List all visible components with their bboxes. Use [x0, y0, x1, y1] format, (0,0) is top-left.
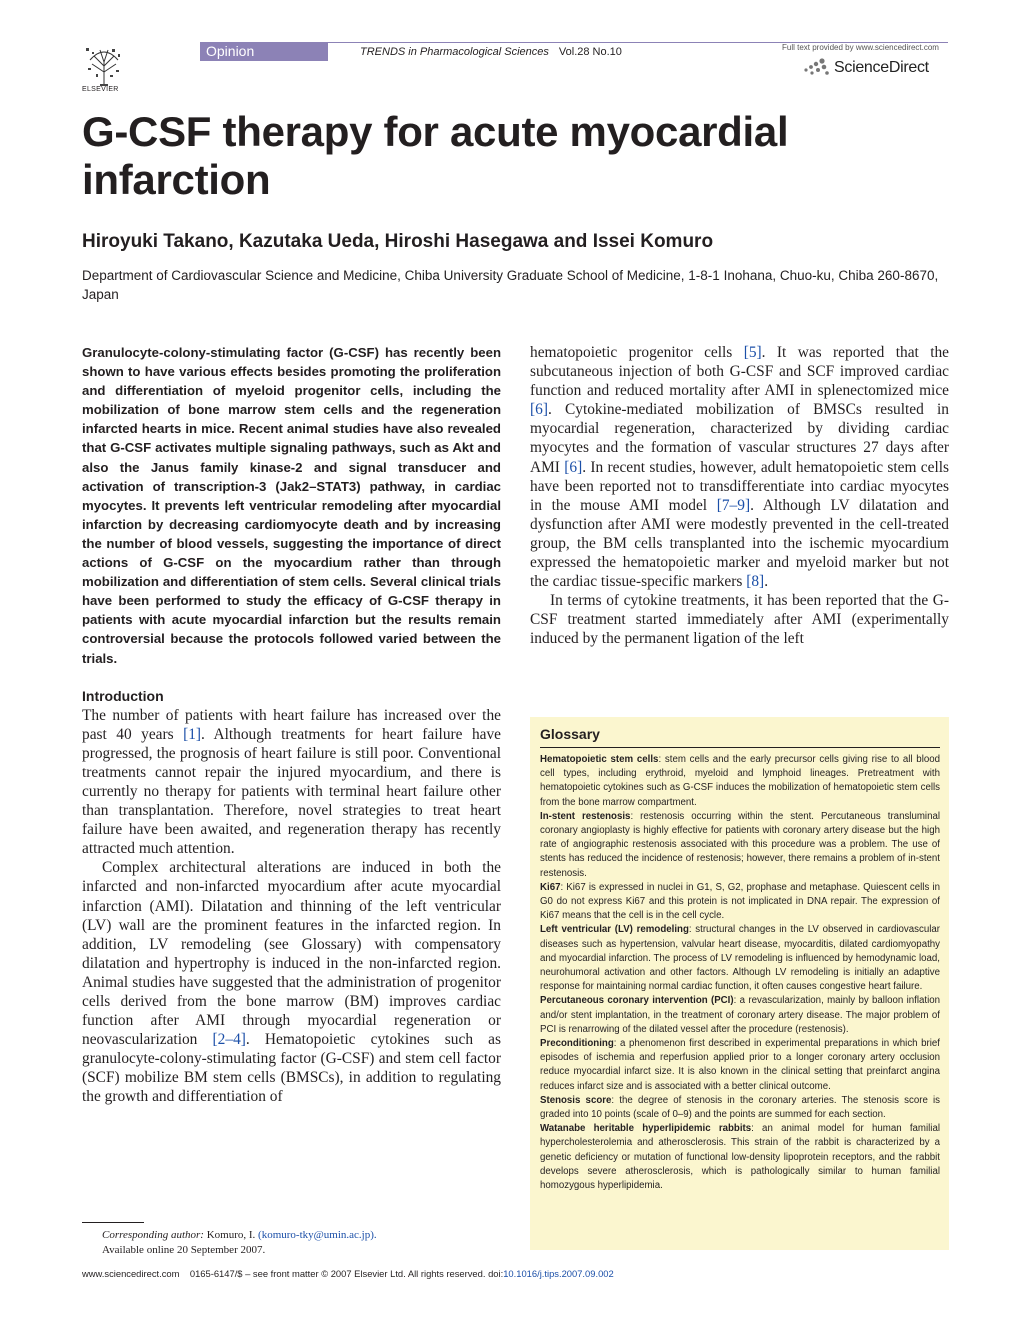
footnote	[102, 1228, 377, 1258]
right-column	[530, 343, 949, 649]
intro-paragraph-2: Complex architectural alterations are induced in both the infarcted and non-infarcted myocardium after acute myocardial infarction (AMI). Dilatation and thinning of the left ventricular (LV) wall are the prominent features in the infarcted region. In addition, LV remodeling (see Glossary) with compensatory dilatation and hypertrophy is induced in the non-infarcted region. Animal studies have suggested that the administration of progenitor cells derived from the bone marrow (BM) improves cardiac function after AMI through myocardial regeneration or neovascularization [2–4]. Hematopoietic cytokines such as granulocyte-colony-stimulating factor (G-CSF) and stem cell factor (SCF) mobilize BM stem cells (BMSCs), in addition to regulating the growth and differentiation of	[82, 859, 501, 1106]
glossary-term: Stenosis score	[540, 1094, 612, 1106]
available-online: Available online 20 September 2007.	[102, 1244, 266, 1256]
author-affiliation: Department of Cardiovascular Science and Medicine, Chiba University Graduate School of Medicine, 1-8-1 Inohana, Chuo-ku, Chiba 260-8670, Japan	[82, 268, 939, 302]
glossary-term: Preconditioning	[540, 1038, 614, 1050]
citation-link[interactable]: [5]	[743, 344, 762, 361]
journal-name: TRENDS in Pharmacological Sciences	[360, 46, 549, 58]
glossary-entry	[540, 1122, 940, 1193]
glossary-definition: : an animal model for human familial hypercholesterolemia and atherosclerosis. This strain of the rabbit is characterized by a genetic deficiency or mutation of functional low-density lipoprotein receptors, and the rabbit develops severe atherosclerosis, which is pathologically similar to human familial homozygous hyperlipidemia.	[540, 1123, 940, 1192]
glossary-term: Left ventricular (LV) remodeling	[540, 924, 689, 936]
journal-line	[360, 46, 622, 58]
right-paragraph-2: In terms of cytokine treatments, it has been reported that the G-CSF treatment started immediately after AMI (experimentally induced by the permanent ligation of the left	[530, 592, 949, 648]
glossary-definition: : restenosis occurring within the stent. Percutaneous transluminal coronary angioplasty is highly effective for patients with coronary artery disease but the high rate of angiographic restenosis associated with this procedure was a problem. The use of stents has reduced the incidence of restenosis; however, there remains a problem of in-stent restenosis.	[540, 810, 940, 879]
glossary-term: Ki67	[540, 881, 561, 893]
footer-rights: 0165-6147/$ – see front matter © 2007 Elsevier Ltd. All rights reserved. doi:	[189, 1268, 504, 1279]
email-link[interactable]: (komuro-tky@umin.ac.jp).	[258, 1229, 377, 1241]
right-paragraph-1: hematopoietic progenitor cells [5]. It was reported that the subcutaneous injection of both G-CSF and SCF improved cardiac function and reduced mortality after AMI in splenectomized mice [6]. Cytokine-mediated mobilization of BMSCs resulted in myocardial regeneration, characterized by dividing cardiac myocytes and the formation of vascular structures 27 days after AMI [6]. In recent studies, however, adult hematopoietic stem cells have been reported not to transdifferentiate into cardiac myocytes in the mouse AMI model [7–9]. Although LV dilatation and dysfunction after AMI were modestly prevented in the cell-treated group, the BM cells transplanted into the ischemic myocardium expressed the hematopoietic marker and myeloid marker but not the cardiac tissue-specific markers [8].	[530, 344, 949, 591]
article-title: G-CSF therapy for acute myocardial infarction	[82, 108, 789, 203]
section-tag: Opinion	[200, 42, 328, 61]
glossary-rule	[540, 747, 940, 748]
glossary-entry	[540, 923, 940, 994]
glossary-definition: : a phenomenon first described in experimental preparations in which brief episodes of ischemia and reperfusion applied prior to a longer coronary artery occlusion reduce myocardial infarct size. It is also known in the clinical setting that preinfarct angina reduces infarct size and is associated with a better clinical outcome.	[540, 1038, 940, 1092]
glossary-entry	[540, 881, 940, 924]
glossary-term: Watanabe heritable hyperlipidemic rabbits	[540, 1123, 752, 1135]
left-column	[82, 343, 501, 1107]
footnote-label: Corresponding author:	[102, 1229, 204, 1241]
glossary-term: Percutaneous coronary intervention (PCI)	[540, 995, 734, 1007]
citation-link[interactable]: [6]	[530, 401, 548, 419]
citation-link[interactable]: [7–9]	[716, 496, 751, 514]
glossary-title: Glossary	[540, 726, 600, 742]
citation-link[interactable]: [6]	[564, 458, 583, 476]
sciencedirect-wordmark[interactable]: ScienceDirect	[834, 59, 929, 76]
glossary-term: Hematopoietic stem cells	[540, 754, 659, 765]
glossary-box	[530, 717, 949, 1250]
glossary-definition: : the degree of stenosis in the coronary arteries. The stenosis score is graded into 10 points (scale of 0–9) and the points are summed for each section.	[540, 1094, 941, 1121]
citation-link[interactable]: [1]	[183, 725, 202, 743]
doi-link[interactable]: 10.1016/j.tips.2007.09.002	[503, 1268, 614, 1279]
sciencedirect-icon	[802, 56, 830, 76]
glossary-entry	[540, 994, 940, 1037]
abstract: Granulocyte-colony-stimulating factor (G-CSF) has recently been shown to have various effects besides promoting the proliferation and differentiation of myeloid progenitor cells, including the mobilization of bone marrow stem cells and the regeneration infarcted hearts in mice. Recent animal studies have also revealed that G-CSF activates multiple signaling pathways, such as Akt and also the Janus family kinase-2 and signal transducer and activation of transcription-3 (Jak2–STAT3) pathway, in cardiac myocytes. It prevents left ventricular remodeling after myocardial infarction by decreasing cardiomyocyte death and by increasing the number of blood vessels, suggesting the importance of direct actions of G-CSF on the myocardium rather than through mobilization and differentiation of stem cells. Several clinical trials have been performed to study the efficacy of G-CSF therapy in patients with acute myocardial infarction but the results remain controversial because the protocols followed varied between the trials.	[82, 345, 501, 666]
glossary-entry	[540, 810, 940, 881]
citation-link[interactable]: [2–4]	[212, 1031, 246, 1049]
glossary-entry	[540, 1094, 940, 1122]
fulltext-note: Full text provided by www.sciencedirect.com	[782, 43, 939, 52]
glossary-definition: : Ki67 is expressed in nuclei in G1, S, G2, prophase and metaphase. Quiescent cells in G0 do not express Ki67 and this protein is not implicated in DNA repair. The expression of Ki67 means that the cell is in the cell cycle.	[540, 881, 940, 922]
glossary-definition: : a revascularization, mainly by balloon inflation and/or stent implantation, in the treatment of coronary artery disease. The major problem of PCI is renarrowing of the dilated vessel after the procedure (restenosis).	[540, 995, 941, 1035]
elsevier-wordmark: ELSEVIER	[82, 86, 119, 93]
footnote-name: Komuro, I.	[206, 1229, 256, 1241]
glossary-entry	[540, 753, 940, 810]
introduction-heading: Introduction	[82, 687, 164, 704]
footnote-rule	[82, 1222, 144, 1223]
elsevier-logo	[82, 44, 126, 94]
glossary-definition: : structural changes in the LV observed in cardiovascular diseases such as hypertension, valvular heart disease, myocarditis, dilated cardiomyopathy and myocardial infarction. The process of LV remodeling is influenced by hemodynamic load, neurohumoral activation and other factors. Although LV remodeling is initially an adaptive response for maintaining normal cardiac function, it often causes congestive heart failure.	[540, 924, 940, 993]
glossary-entry	[540, 1037, 940, 1094]
glossary-definition: : stem cells and the early precursor cells giving rise to all blood cell types, including erythroid, myeloid and lymphoid lineages. Pretreatment with hematopoietic cytokines such as G-CSF induces the mobilization of hematopoietic stem cells from the bone marrow compartment.	[540, 754, 941, 808]
article-authors: Hiroyuki Takano, Kazutaka Ueda, Hiroshi Hasegawa and Issei Komuro	[82, 231, 714, 252]
glossary-term: In-stent restenosis	[540, 810, 631, 822]
citation-link[interactable]: [8]	[746, 573, 765, 591]
intro-paragraph-1: The number of patients with heart failure has increased over the past 40 years [1]. Although treatments for heart failure have progressed, the prognosis of heart failure is still poor. Conventional treatments cannot repair the injured myocardium, and there is currently no therapy for patients with terminal heart failure other than transplantation. Therefore, novel strategies to treat heart failure have been awaited, and regeneration therapy has recently attracted much attention.	[82, 706, 501, 858]
journal-volume: Vol.28 No.10	[558, 46, 622, 58]
footer-site-link[interactable]: www.sciencedirect.com	[82, 1268, 180, 1279]
page-footer	[82, 1268, 614, 1279]
